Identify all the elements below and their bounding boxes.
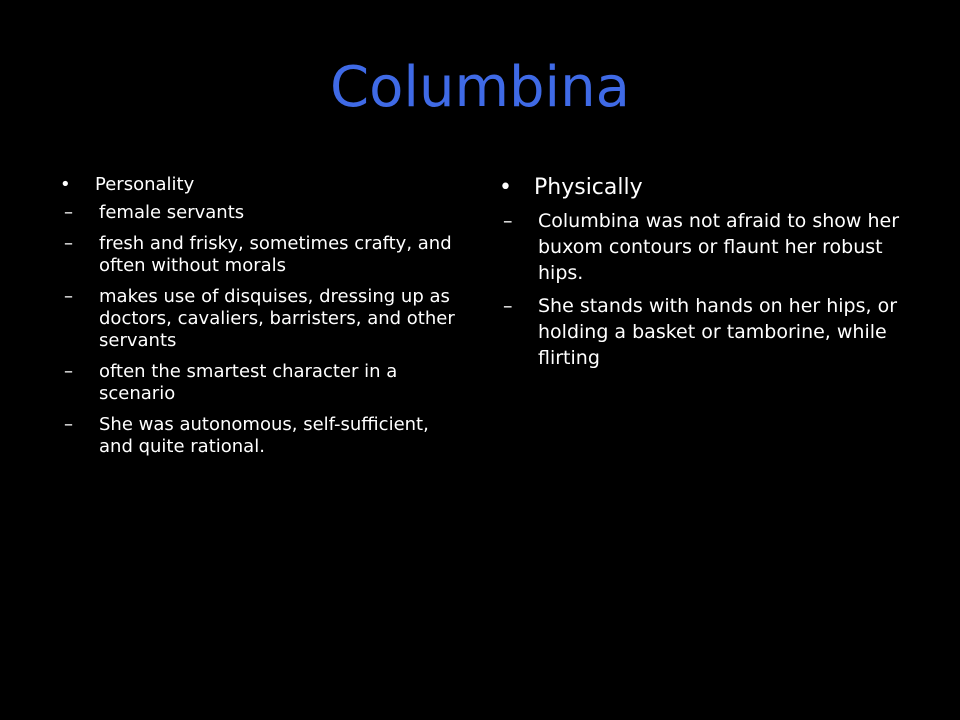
list-item	[58, 361, 458, 405]
dash-icon: –	[64, 233, 73, 254]
list-item-text: fresh and frisky, sometimes crafty, and often without morals	[99, 233, 452, 276]
right-column	[497, 172, 917, 371]
list-item	[497, 293, 917, 371]
dash-icon: –	[64, 202, 73, 223]
list-item-text: Columbina was not afraid to show her buxom contours or flaunt her robust hips.	[538, 210, 900, 284]
list-item-text: She was autonomous, self-sufficient, and quite rational.	[99, 414, 429, 457]
slide-title: Columbina	[330, 55, 630, 120]
list-item-text: She stands with hands on her hips, or holding a basket or tamborine, while flirting	[538, 295, 898, 369]
physically-list	[497, 208, 917, 371]
dash-icon: –	[64, 361, 73, 382]
list-item-text: makes use of disquises, dressing up as doctors, cavaliers, barristers, and other servants	[99, 286, 455, 351]
list-item-text: female servants	[99, 202, 245, 223]
list-item	[58, 202, 458, 224]
list-item	[497, 208, 917, 286]
bullet-personality	[58, 172, 458, 198]
bullet-physically	[497, 172, 917, 204]
bullet-dot-icon: •	[499, 175, 512, 200]
bullet-heading: Physically	[534, 175, 643, 200]
left-column	[58, 172, 458, 458]
dash-icon: –	[503, 295, 513, 317]
dash-icon: –	[64, 286, 73, 307]
list-item	[58, 233, 458, 277]
dash-icon: –	[503, 210, 513, 232]
list-item	[58, 414, 458, 458]
dash-icon: –	[64, 414, 73, 435]
bullet-heading: Personality	[95, 174, 195, 195]
list-item	[58, 286, 458, 352]
bullet-dot-icon: •	[60, 174, 71, 195]
list-item-text: often the smartest character in a scenario	[99, 361, 398, 404]
personality-list	[58, 202, 458, 458]
